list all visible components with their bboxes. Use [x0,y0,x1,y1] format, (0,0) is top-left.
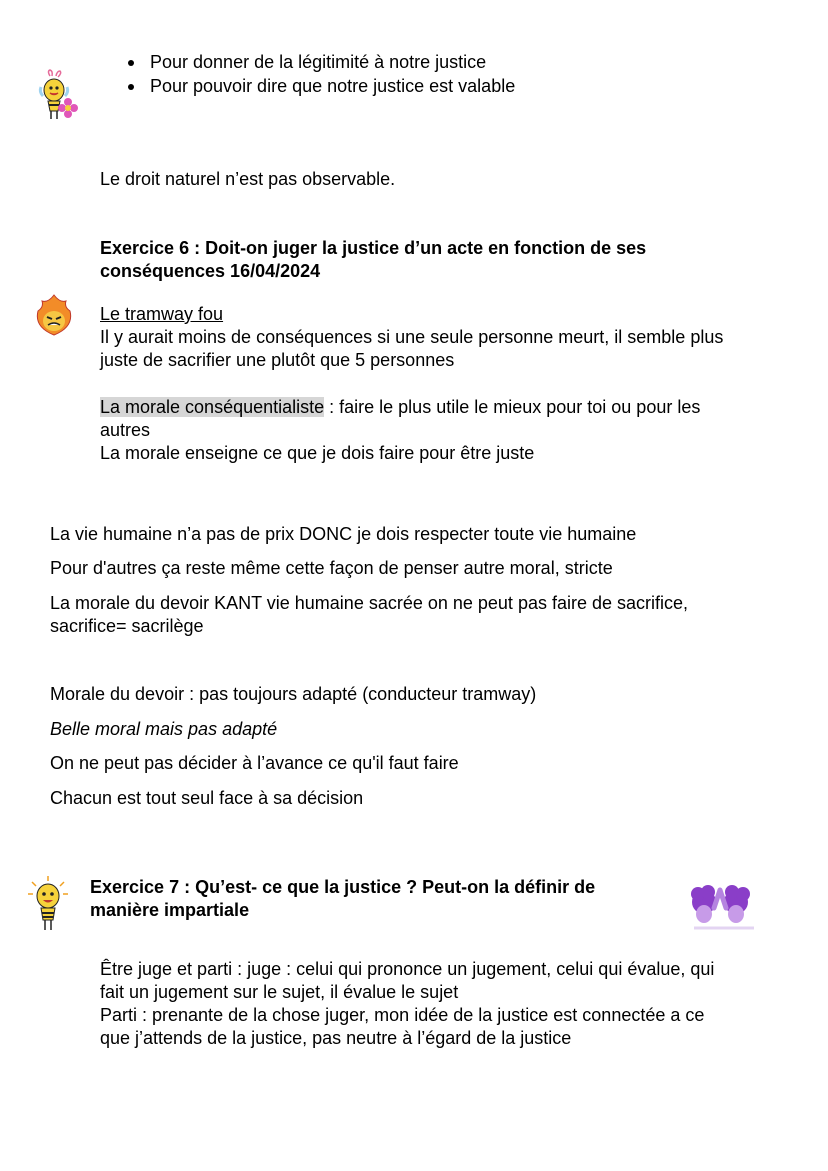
paragraph-juge-line2: fait un jugement sur le sujet, il évalue le sujet [100,982,459,1002]
paragraph-consequentialist-line1 [100,396,700,419]
paragraph-consequentialist-line3: La morale enseigne ce que je dois faire pour être juste [100,443,535,463]
text-line: sacrifice= sacrilège [50,616,204,636]
exercise-7-title-line1: Exercice 7 : Qu’est- ce que la justice ? Peut-on la définir de [90,877,596,897]
exercise-7-title-line2: manière impartiale [90,900,250,920]
bullet-list [150,50,515,98]
subheading-tramway: Le tramway fou [100,304,224,324]
paragraph-juge-line1: Être juge et parti : juge : celui qui prononce un jugement, celui qui évalue, qui [100,959,715,979]
text-line: Chacun est tout seul face à sa décision [50,788,364,808]
text-line: La vie humaine n’a pas de prix DONC je dois respecter toute vie humaine [50,524,637,544]
exercise-6-title-line2: conséquences 16/04/2024 [100,261,321,281]
highlight-term: La morale conséquentialiste [100,397,325,417]
exercise-6-title-line1: Exercice 6 : Doit-on juger la justice d’un acte en fonction de ses [100,238,647,258]
text-line-italic: Belle moral mais pas adapté [50,719,278,739]
paragraph-tramway-line2: juste de sacrifier une plutôt que 5 personnes [100,350,455,370]
bullet-item: Pour pouvoir dire que notre justice est valable [150,76,516,96]
text-line: La morale du devoir KANT vie humaine sacrée on ne peut pas faire de sacrifice, [50,593,689,613]
text-line: On ne peut pas décider à l’avance ce qu'il faut faire [50,753,459,773]
text-line: Morale du devoir : pas toujours adapté (conducteur tramway) [50,684,537,704]
lightbulb-bee-icon [26,876,70,936]
paragraph-juge-line3: Parti : prenante de la chose juger, mon idée de la justice est connectée a ce [100,1005,705,1025]
high-five-icon [686,884,756,932]
paragraph-droit-naturel: Le droit naturel n’est pas observable. [100,169,396,189]
bullet-item: Pour donner de la légitimité à notre justice [150,50,515,74]
paragraph-consequentialist-line2: autres [100,420,151,440]
bee-flower-icon [34,68,80,124]
paragraph-juge-line4: que j’attends de la justice, pas neutre à l’égard de la justice [100,1028,572,1048]
text-line: Pour d'autres ça reste même cette façon de penser autre moral, stricte [50,558,613,578]
consequentialist-definition: : faire le plus utile le mieux pour toi ou pour les [324,397,701,417]
fire-face-icon [34,293,74,337]
paragraph-tramway-line1: Il y aurait moins de conséquences si une seule personne meurt, il semble plus [100,327,724,347]
